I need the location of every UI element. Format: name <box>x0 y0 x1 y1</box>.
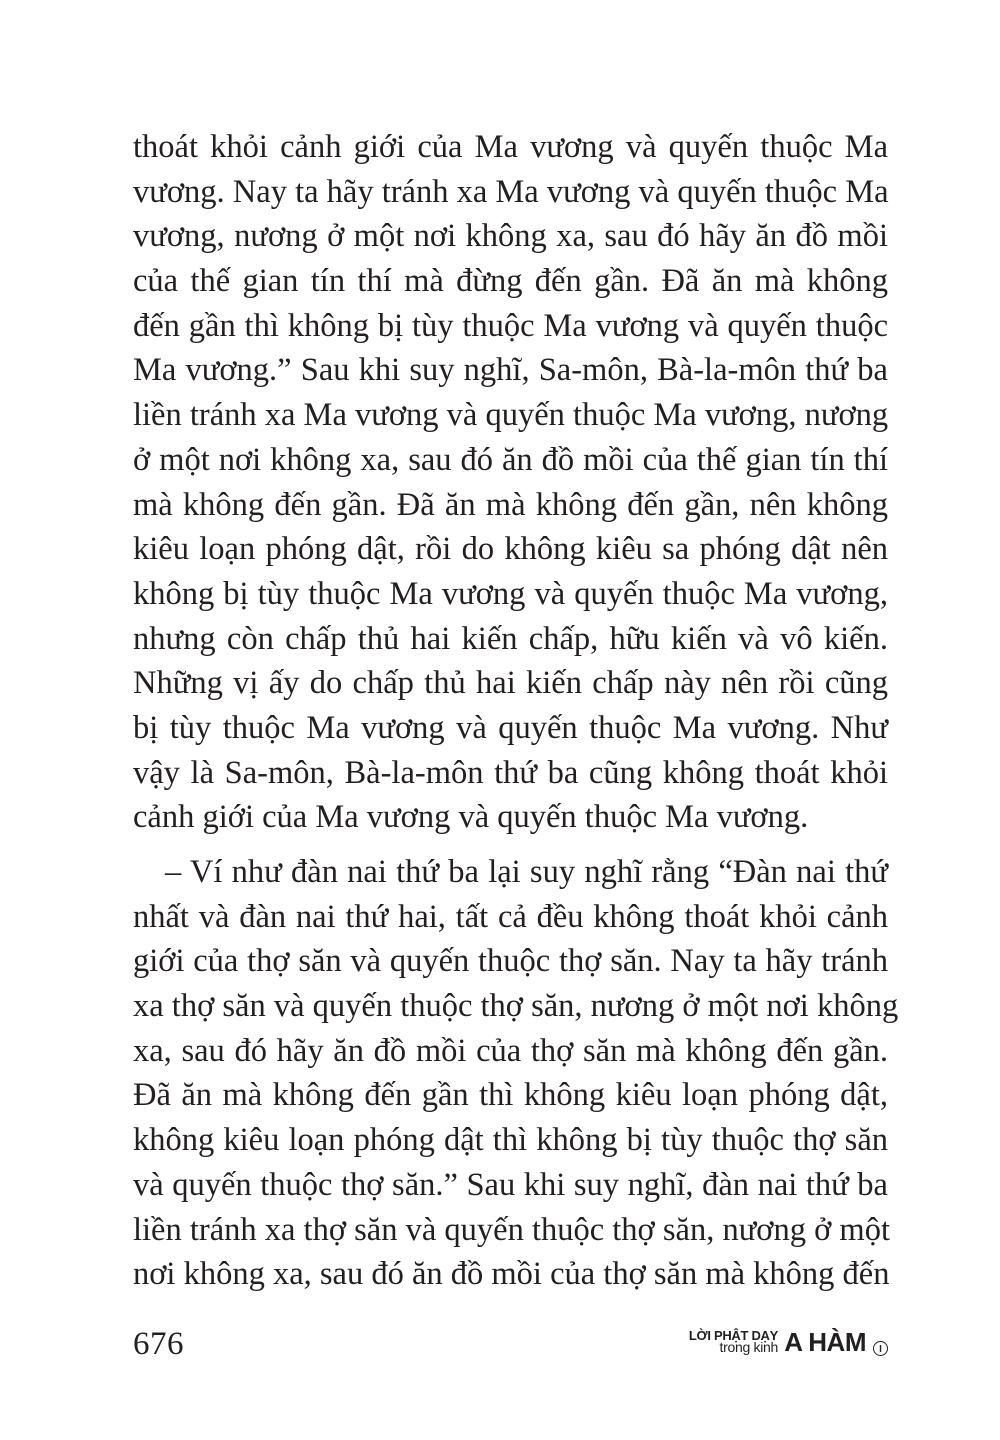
text-line: – Ví như đàn nai thứ ba lại suy nghĩ rằng “Đàn nai thứ <box>165 854 888 890</box>
brand-line-bottom: trong kinh <box>719 1339 778 1355</box>
text-line: cảnh giới của Ma vương và quyến thuộc Ma vương. <box>133 799 809 836</box>
brand-line-top: LỜI PHẬT DẠY <box>688 1328 778 1343</box>
text-line: bị tùy thuộc Ma vương và quyến thuộc Ma vương. Như <box>133 709 888 746</box>
text-line: vương. Nay ta hãy tránh xa Ma vương và quyến thuộc Ma <box>133 173 889 210</box>
text-line: Đã ăn mà không đến gần thì không kiêu loạn phóng dật, <box>133 1077 888 1114</box>
paragraph-spacer <box>133 840 888 850</box>
text-line: giới của thợ săn và quyến thuộc thợ săn. Nay ta hãy tránh <box>133 943 888 980</box>
volume-badge: I <box>873 1341 888 1356</box>
text-line: và quyến thuộc thợ săn.” Sau khi suy nghĩ, đàn nai thứ ba <box>133 1166 888 1203</box>
text-line: của thế gian tín thí mà đừng đến gần. Đã ăn mà không <box>133 263 888 300</box>
text-line: liền tránh xa thợ săn và quyến thuộc thợ săn, nương ở một <box>133 1211 890 1248</box>
text-line: không kiêu loạn phóng dật thì không bị tùy thuộc thợ săn <box>133 1122 888 1159</box>
text-line: mà không đến gần. Đã ăn mà không đến gần, nên không <box>133 486 888 523</box>
text-line: ở một nơi không xa, sau đó ăn đồ mồi của thế gian tín thí <box>133 441 888 478</box>
text-line: Ma vương.” Sau khi suy nghĩ, Sa-môn, Bà-la-môn thứ ba <box>133 352 888 389</box>
paragraph-1 <box>133 125 888 840</box>
text-line: Những vị ấy do chấp thủ hai kiến chấp này nên rồi cũng <box>133 665 888 702</box>
text-line: kiêu loạn phóng dật, rồi do không kiêu sa phóng dật nên <box>133 531 888 568</box>
text-line: liền tránh xa Ma vương và quyến thuộc Ma vương, nương <box>133 397 889 434</box>
text-line: xa, sau đó hãy ăn đồ mồi của thợ săn mà không đến gần. <box>133 1032 888 1069</box>
brand-title: A HÀM <box>784 1327 866 1357</box>
text-line: vương, nương ở một nơi không xa, sau đó hãy ăn đồ mồi <box>133 218 888 255</box>
text-line: vậy là Sa-môn, Bà-la-môn thứ ba cũng không thoát khỏi <box>133 754 888 791</box>
text-line: nhất và đàn nai thứ hai, tất cả đều không thoát khỏi cảnh <box>133 898 888 935</box>
book-title-logo <box>688 1326 888 1362</box>
text-line: đến gần thì không bị tùy thuộc Ma vương và quyến thuộc <box>133 307 888 344</box>
text-line: xa thợ săn và quyến thuộc thợ săn, nương ở một nơi không <box>133 988 899 1025</box>
paragraph-2 <box>133 850 899 1297</box>
text-line: nơi không xa, sau đó ăn đồ mồi của thợ săn mà không đến <box>133 1256 890 1293</box>
page-body <box>133 125 899 1297</box>
page-number: 676 <box>133 1326 184 1362</box>
text-line: không bị tùy thuộc Ma vương và quyến thuộc Ma vương, <box>133 575 888 612</box>
text-line: nhưng còn chấp thủ hai kiến chấp, hữu kiến và vô kiến. <box>133 620 888 657</box>
text-line: thoát khỏi cảnh giới của Ma vương và quyến thuộc Ma <box>133 129 888 165</box>
